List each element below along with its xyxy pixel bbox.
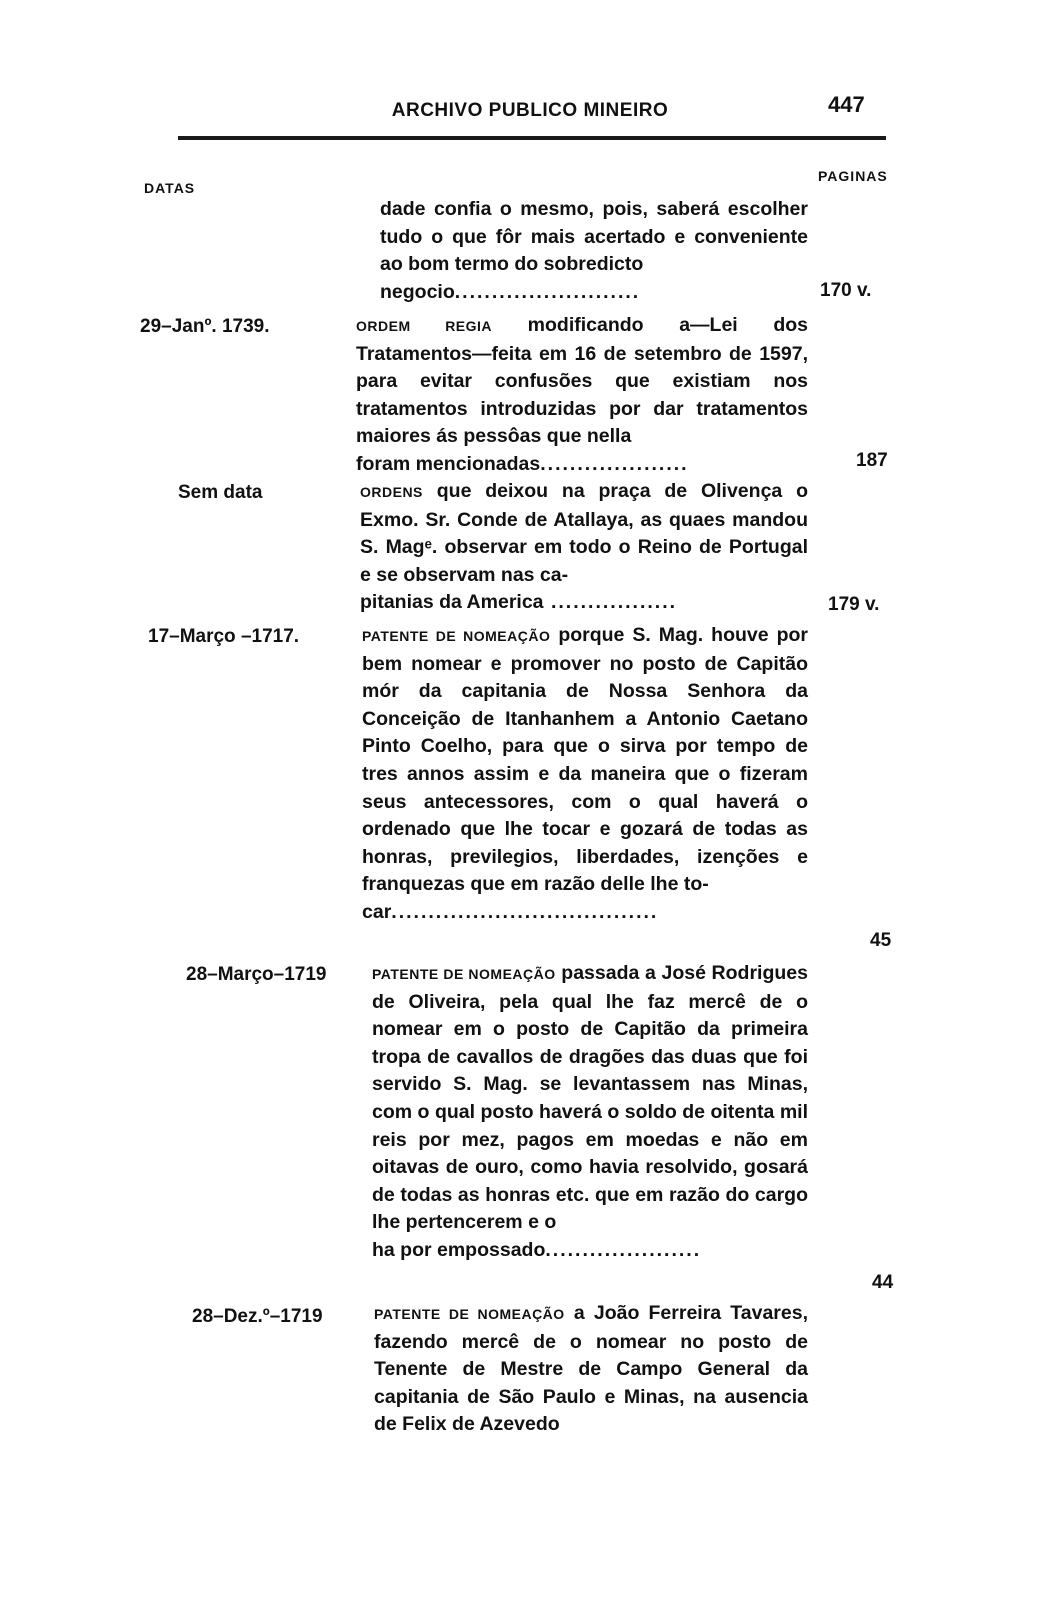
entry-body: modificando a—Lei dos Tratamentos—feita em 16 de setembro de 1597, para evitar confusões que existiam nos tratamentos introduzidas por dar tratamentos maiores ás pessôas que nella [356,314,809,448]
entry-last-line: car.................................... [362,900,659,923]
entry-page: 170 v. [820,280,872,301]
entry-body: que deixou na praça de Olivença o Exmo. Sr. Conde de Atallaya, as quaes mandou S. Magᵉ. observar em todo o Reino de Portugal e se observam nas ca- [360,480,808,586]
entry-text [362,622,808,927]
entry-text [372,960,808,1265]
column-heading-dates: DATAS [144,180,196,196]
header-title: ARCHIVO PUBLICO MINEIRO [391,100,669,121]
entry-page: 187 [856,450,888,471]
entry-last-line: foram mencionadas.................... [356,452,689,475]
entry-date: 29–Janº. 1739. [140,316,270,337]
header-rule [178,136,886,140]
entry-last-line: ha por empossado..................... [372,1238,702,1261]
entry-page: 179 v. [828,594,880,615]
entry-text [356,312,808,479]
entry-body: a João Ferreira Tavares, fazendo mercê de o nomear no posto de Tenente de Mestre de Campo General da capitania de São Paulo e Minas, na ausencia de Felix de Azevedo [374,1302,808,1436]
entry-page: 45 [870,930,892,951]
page-number: 447 [828,92,865,117]
entry-text [374,1300,808,1439]
column-heading-pages: PAGINAS [818,168,888,184]
entry-heading: PATENTE DE NOMEAÇÃO [362,628,551,644]
entry-last-line: pitanias da America ................. [360,591,678,614]
entry-body: porque S. Mag. houve por bem nomear e promover no posto de Capitão mór da capitania de Nossa Senhora da Conceição de Itanhanhem a Antonio Caetano Pinto Coelho, para que o sirva por tempo de tres annos assim e da maneira que o fizeram seus antecessores, com o qual haverá o ordenado que lhe tocar e gozará de todas as honras, previlegios, liberdades, izenções e franquezas que em razão delle lhe to- [362,624,808,896]
entry-heading: ORDENS [360,484,423,500]
entry-date: 28–Dez.º–1719 [192,1306,323,1327]
entry-heading: PATENTE DE NOMEAÇÃO [372,966,556,982]
entry-date: 17–Março –1717. [148,626,300,647]
entry-text [380,196,808,306]
entry-heading: ORDEM REGIA [356,318,493,334]
entry-page: 44 [872,1272,894,1293]
entry-body: dade confia o mesmo, pois, saberá escolher tudo o que fôr mais acertado e conveniente ao bom termo do sobredicto [380,198,808,276]
entry-date: 28–Março–1719 [186,964,327,985]
entry-heading: PATENTE DE NOMEAÇÃO [374,1306,565,1322]
entry-text [360,478,808,617]
entry-body: passada a José Rodrigues de Oliveira, pela qual lhe faz mercê de o nomear em o posto de Capitão da primeira tropa de cavallos de dragões das duas que foi servido S. Mag. se levantassem nas Minas, com o qual posto haverá o soldo de oitenta mil reis por mez, pagos em moedas e não em oitavas de ouro, como havia resolvido, gosará de todas as honras etc. que em razão do cargo lhe pertencerem e o [372,962,808,1234]
entry-date: Sem data [178,482,263,503]
entry-last-line: negocio......................... [380,280,641,303]
